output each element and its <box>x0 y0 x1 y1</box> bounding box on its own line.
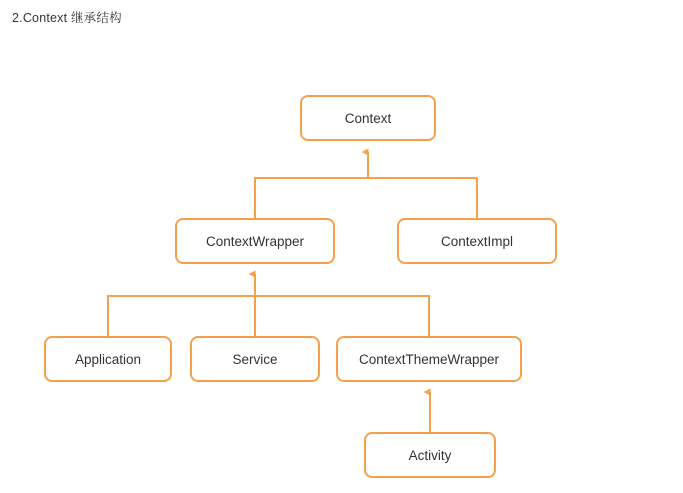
node-service[interactable] <box>190 336 320 382</box>
node-context-impl-label: ContextImpl <box>440 233 514 249</box>
node-context-label: Context <box>344 110 392 126</box>
node-context[interactable] <box>300 95 436 141</box>
node-context-wrapper-label: ContextWrapper <box>205 233 305 249</box>
node-activity-label: Activity <box>408 447 452 463</box>
node-context-theme-wrapper-label: ContextThemeWrapper <box>358 351 500 367</box>
node-context-theme-wrapper[interactable] <box>336 336 522 382</box>
node-application[interactable] <box>44 336 172 382</box>
node-context-impl[interactable] <box>397 218 557 264</box>
page-title: 2.Context 继承结构 <box>12 11 122 25</box>
node-activity[interactable] <box>364 432 496 478</box>
node-context-wrapper[interactable] <box>175 218 335 264</box>
node-service-label: Service <box>232 351 278 367</box>
node-application-label: Application <box>74 351 142 367</box>
